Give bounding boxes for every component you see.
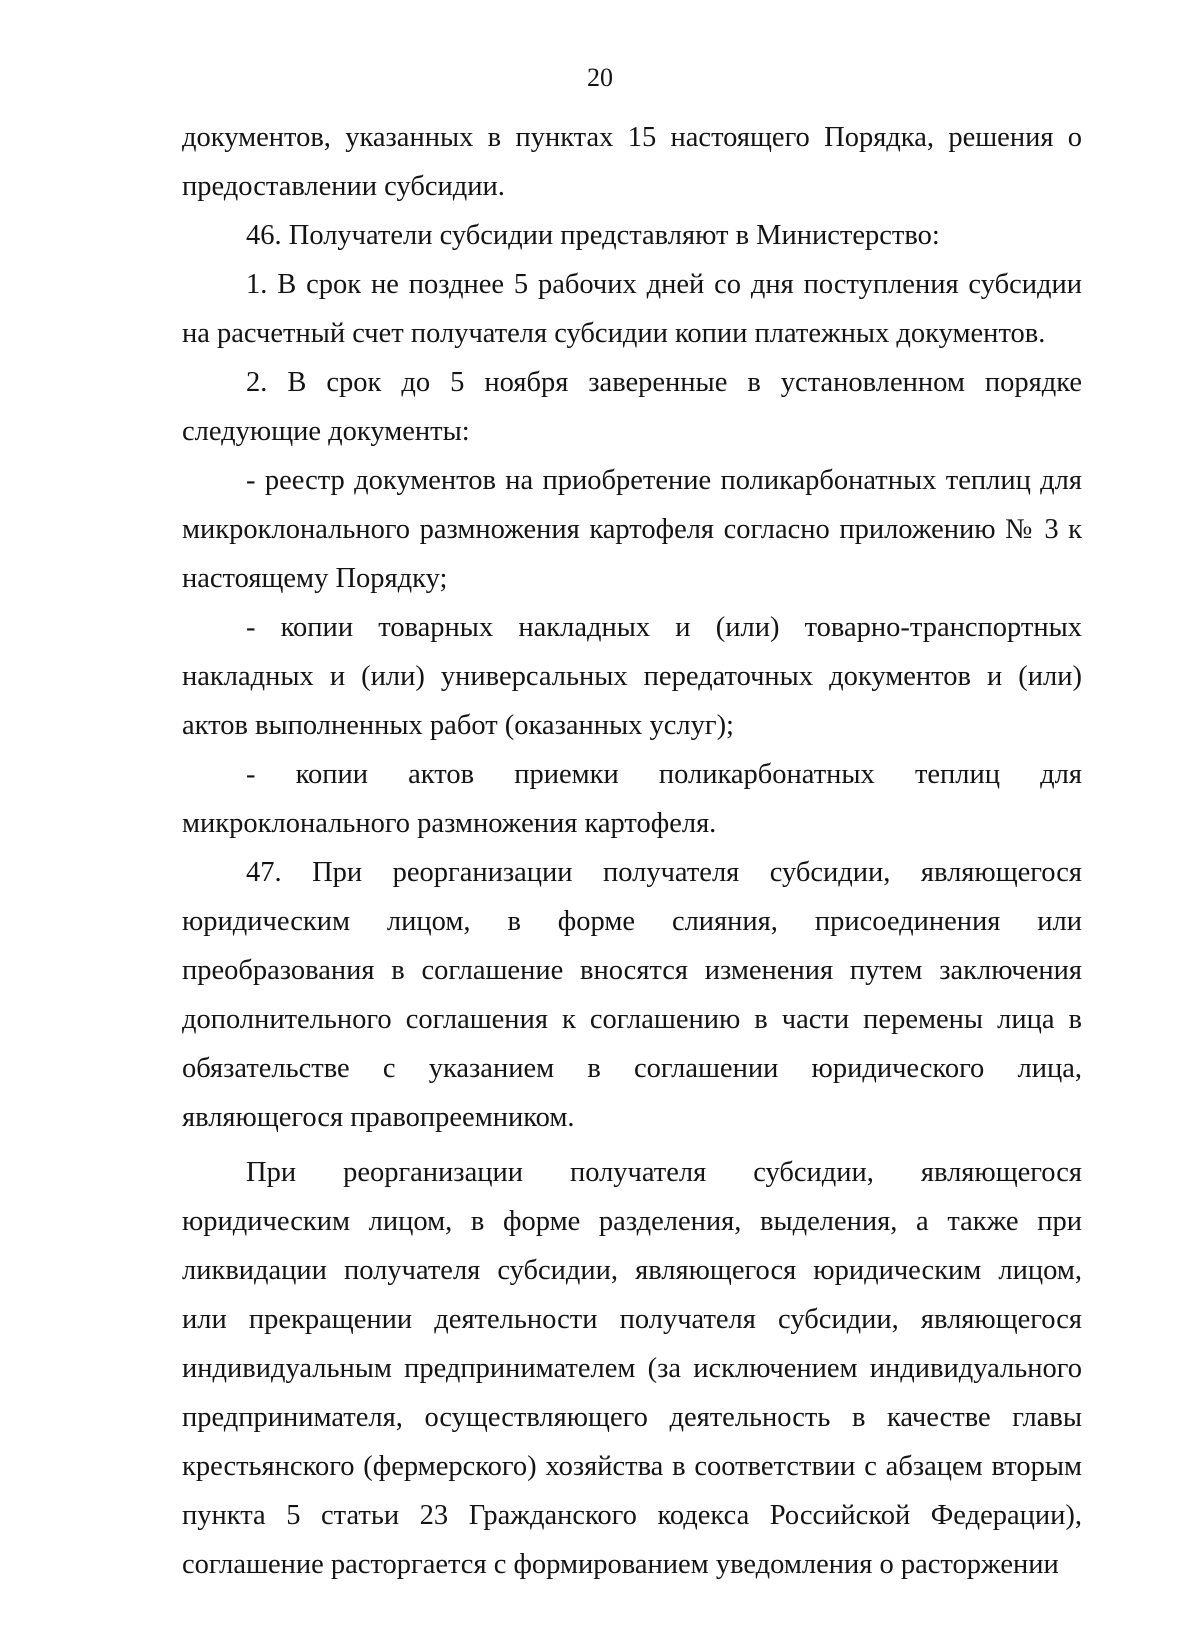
paragraph-46: 46. Получатели субсидии представляют в Министерство: [246, 220, 940, 251]
paragraph-continuation: документов, указанных в пунктах 15 настоящего Порядка, решения о предоставлении субсидии. [182, 122, 1082, 202]
paragraph-reorganization: При реорганизации получателя субсидии, являющегося юридическим лицом, в форме разделения, выделения, а также при ликвидации получателя субсидии, являющегося юридическим лицом, или прекращении деятельности получателя субсидии, являющегося индивидуальным предпринимателем (за исключением индивидуального предпринимателя, осуществляющего деятельность в качестве главы крестьянского (фермерского) хозяйства в соответствии с абзацем вторым пункта 5 статьи 23 Гражданского кодекса Российской Федерации), соглашение расторгается с формированием уведомления о расторжении [182, 1157, 1082, 1580]
paragraph-47: 47. При реорганизации получателя субсидии, являющегося юридическим лицом, в форме слияния, присоединения или преобразования в соглашение вносятся изменения путем заключения дополнительного соглашения к соглашению в части перемены лица в обязательстве с указанием в соглашении юридического лица, являющегося правопреемником. [182, 857, 1082, 1133]
list-item-registry: - реестр документов на приобретение поликарбонатных теплиц для микроклонального размножения картофеля согласно приложению № 3 к настоящему Порядку; [182, 465, 1082, 594]
paragraph-46-item-1: 1. В срок не позднее 5 рабочих дней со дня поступления субсидии на расчетный счет получателя субсидии копии платежных документов. [182, 269, 1082, 349]
document-body [182, 113, 1082, 1589]
page-number: 20 [587, 63, 613, 92]
paragraph-46-item-2: 2. В срок до 5 ноября заверенные в установленном порядке следующие документы: [182, 367, 1082, 447]
list-item-invoices: - копии товарных накладных и (или) товарно-транспортных накладных и (или) универсальных передаточных документов и (или) актов выполненных работ (оказанных услуг); [182, 612, 1082, 741]
list-item-acceptance-acts: - копии актов приемки поликарбонатных теплиц для микроклонального размножения картофеля. [182, 759, 1082, 839]
